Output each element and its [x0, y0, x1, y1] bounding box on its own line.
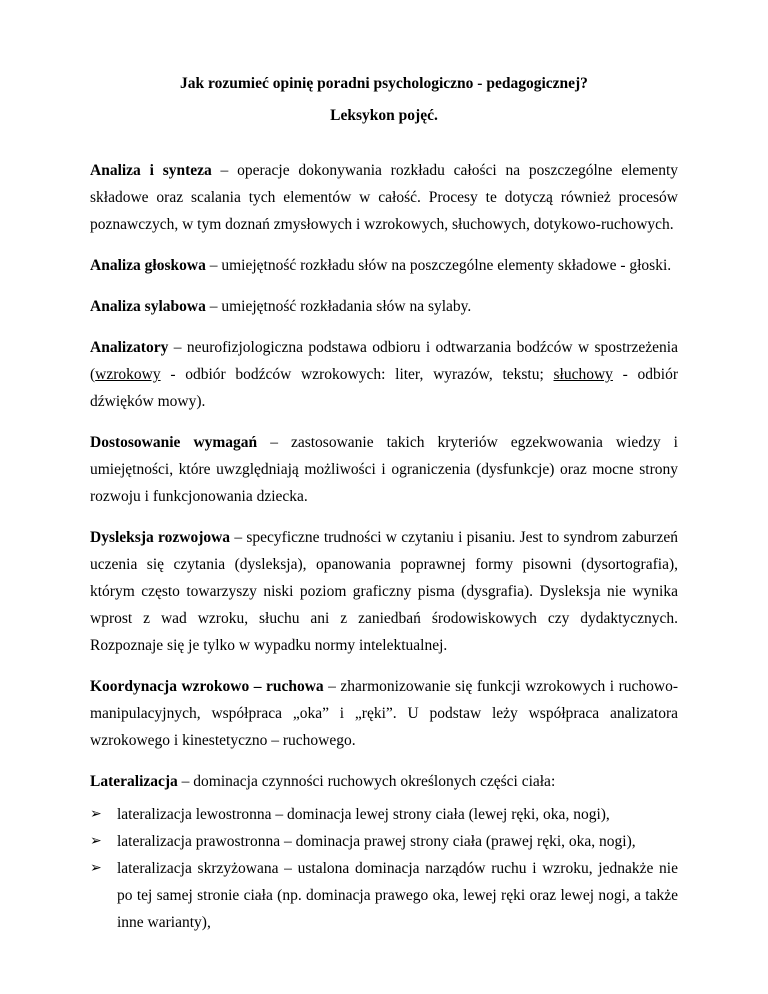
underlined-term: wzrokowy — [95, 366, 161, 383]
glossary-entry — [90, 252, 678, 279]
document-title: Jak rozumieć opinię poradni psychologiczno - pedagogicznej? — [180, 75, 588, 92]
glossary-entry — [90, 673, 678, 754]
glossary-term: Lateralizacja — [90, 773, 178, 790]
glossary-term: Dysleksja rozwojowa — [90, 529, 231, 546]
arrow-bullet-icon: ➢ — [90, 833, 102, 849]
glossary-term: Analiza i synteza — [90, 162, 212, 179]
glossary-definition: – umiejętność rozkładu słów na poszczególne elementy składowe - głoski. — [205, 257, 672, 274]
glossary-term: Analiza sylabowa — [90, 298, 206, 315]
glossary-term: Koordynacja wzrokowo – ruchowa — [90, 678, 324, 695]
glossary-definition: - odbiór bodźców wzrokowych: liter, wyrazów, tekstu; — [160, 366, 554, 383]
glossary-definition: – specyficzne trudności w czytaniu i pisaniu. Jest to syndrom zaburzeń uczenia się czytania (dysleksja), opanowania poprawnej formy pisowni (dysortografia), którym często towarzyszy niski poziom graficzny pisma (dysgrafia). Dysleksja nie wynika wprost z wad wzroku, słuchu ani z zaniedbań środowiskowych czy dydaktycznych. Rozpoznaje się je tylko w wypadku normy intelektualnej. — [90, 529, 678, 654]
glossary-entry — [90, 768, 678, 795]
list-item-text: lateralizacja skrzyżowana – ustalona dominacja narządów ruchu i wzroku, jednakże nie po tej samej stronie ciała (np. dominacja prawego oka, lewej ręki oraz lewej nogi, a także inne warianty), — [117, 860, 678, 931]
glossary-definition: – zharmonizowanie się funkcji wzrokowych i ruchowo-manipulacyjnych, współpraca „oka” i „ręki”. U podstaw leży współpraca analizatora wzrokowego i kinestetyczno – ruchowego. — [90, 678, 678, 749]
glossary — [90, 157, 678, 936]
underlined-term: słuchowy — [553, 366, 613, 383]
document-subtitle: Leksykon pojęć. — [330, 107, 438, 124]
lateralization-list — [90, 801, 678, 936]
list-item-text: lateralizacja prawostronna – dominacja prawej strony ciała (prawej ręki, oka, nogi), — [117, 833, 636, 850]
glossary-entry — [90, 293, 678, 320]
glossary-entry — [90, 429, 678, 510]
glossary-term: Analiza głoskowa — [90, 257, 206, 274]
glossary-term: Dostosowanie wymagań — [90, 434, 258, 451]
list-item — [90, 855, 678, 936]
list-item — [90, 828, 678, 855]
list-item — [90, 801, 678, 828]
glossary-definition: – operacje dokonywania rozkładu całości na poszczególne elementy składowe oraz scalania tych elementów w całość. Procesy te dotyczą również procesów poznawczych, w tym doznań zmysłowych i wzrokowych, słuchowych, dotykowo-ruchowych. — [90, 162, 678, 233]
glossary-entry — [90, 524, 678, 659]
arrow-bullet-icon: ➢ — [90, 860, 102, 876]
list-item-text: lateralizacja lewostronna – dominacja lewej strony ciała (lewej ręki, oka, nogi), — [117, 806, 610, 823]
glossary-entry — [90, 157, 678, 238]
glossary-definition: – zastosowanie takich kryteriów egzekwowania wiedzy i umiejętności, które uwzględniają możliwości i ograniczenia (dysfunkcje) oraz mocne strony rozwoju i funkcjonowania dziecka. — [90, 434, 678, 505]
glossary-entry — [90, 334, 678, 415]
glossary-definition: – neurofizjologiczna podstawa odbioru i odtwarzania bodźców w spostrzeżenia ( — [90, 339, 678, 383]
glossary-term: Analizatory — [90, 339, 169, 356]
glossary-definition: – dominacja czynności ruchowych określonych części ciała: — [177, 773, 556, 790]
arrow-bullet-icon: ➢ — [90, 806, 102, 822]
glossary-definition: – umiejętność rozkładania słów na sylaby. — [205, 298, 472, 315]
glossary-definition: - odbiór dźwięków mowy). — [90, 366, 678, 410]
